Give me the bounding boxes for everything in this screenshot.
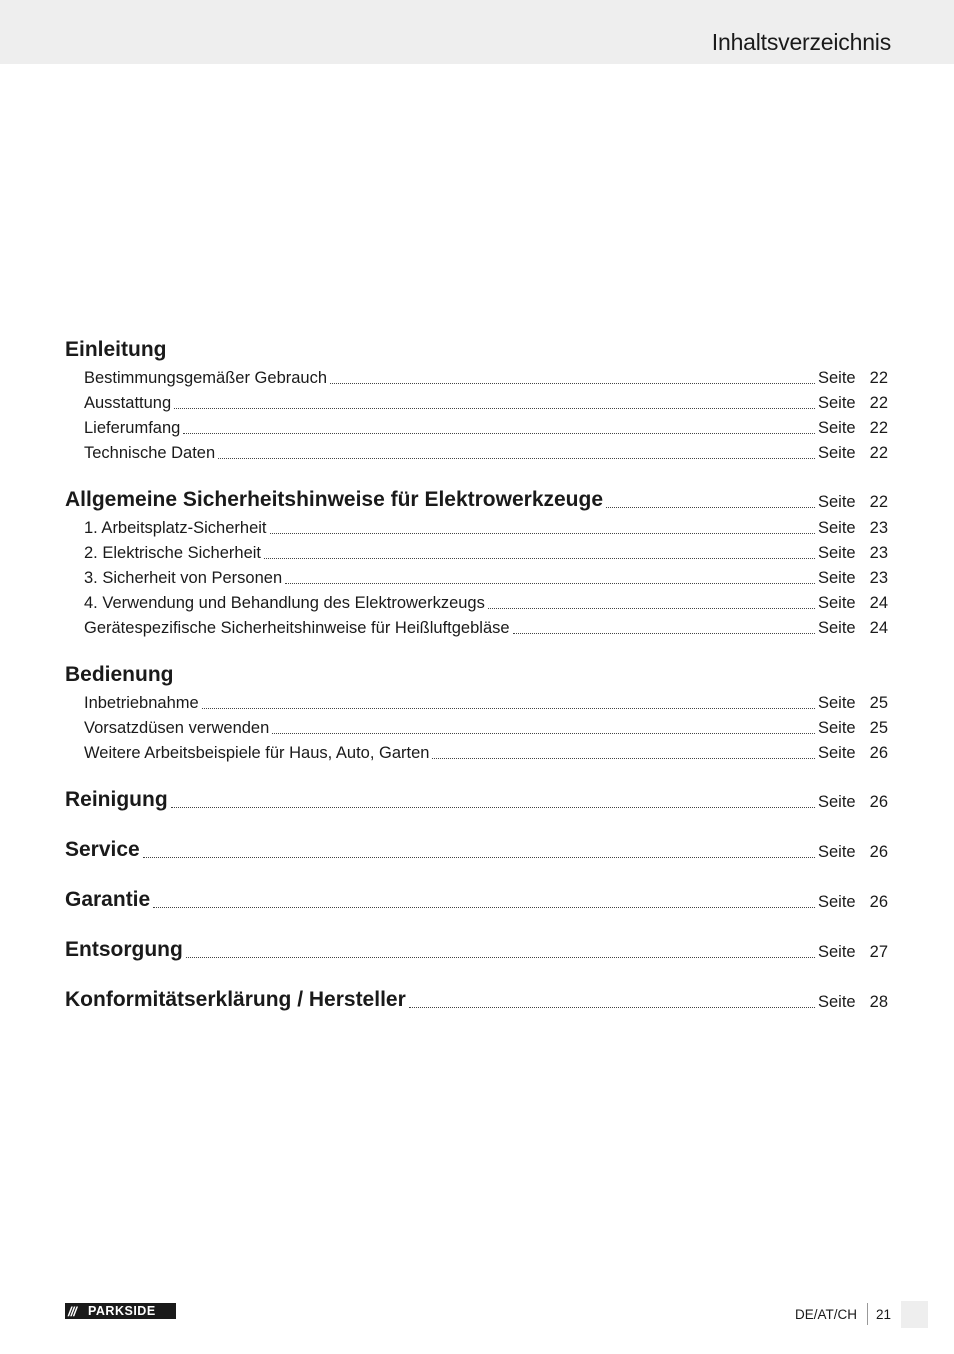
page-number: 26	[869, 744, 888, 762]
leader-dots	[270, 533, 815, 534]
entry-label: 3. Sicherheit von Personen	[84, 569, 283, 587]
leader-dots	[272, 733, 815, 734]
entry-label: Inbetriebnahme	[84, 694, 199, 712]
page-number: 26	[869, 793, 888, 811]
page-number: 22	[869, 394, 888, 412]
toc-entry[interactable]	[84, 438, 888, 463]
leader-dots	[330, 383, 815, 384]
footer-tab-marker	[901, 1301, 928, 1328]
leader-dots	[171, 807, 815, 808]
section-heading-einleitung: Einleitung	[65, 338, 167, 361]
toc-entry[interactable]	[84, 538, 888, 563]
seite-label: Seite	[818, 493, 856, 511]
leader-dots	[488, 608, 815, 609]
page-number: 22	[869, 444, 888, 462]
leader-dots	[218, 458, 815, 459]
toc-entry[interactable]	[84, 563, 888, 588]
toc-entry[interactable]	[84, 713, 888, 738]
leader-dots	[264, 558, 815, 559]
page-number-footer: 21	[876, 1307, 892, 1322]
toc-entry[interactable]	[84, 388, 888, 413]
toc-entry[interactable]	[84, 363, 888, 388]
seite-label: Seite	[818, 744, 856, 762]
entry-label: Gerätespezifische Sicherheitshinweise für Heißluftgebläse	[84, 619, 510, 637]
section-heading-sicherheitshinweise: Allgemeine Sicherheitshinweise für Elektrowerkzeuge	[65, 488, 604, 511]
leader-dots	[285, 583, 815, 584]
seite-label: Seite	[818, 544, 856, 562]
seite-label: Seite	[818, 843, 856, 861]
page-number: 22	[869, 369, 888, 387]
page-number: 22	[869, 419, 888, 437]
toc-entry-reinigung[interactable]	[65, 787, 888, 812]
page-number: 24	[869, 594, 888, 612]
leader-dots	[153, 907, 815, 908]
leader-dots	[186, 957, 815, 958]
seite-label: Seite	[818, 594, 856, 612]
toc-entry-garantie[interactable]	[65, 887, 888, 912]
entry-label: 2. Elektrische Sicherheit	[84, 544, 261, 562]
leader-dots	[409, 1007, 815, 1008]
section-heading-entsorgung: Entsorgung	[65, 938, 183, 961]
entry-label: Weitere Arbeitsbeispiele für Haus, Auto, Garten	[84, 744, 430, 762]
page-number: 27	[869, 943, 888, 961]
entry-label: Vorsatzdüsen verwenden	[84, 719, 270, 737]
section-heading-konformitaet: Konformitätserklärung / Hersteller	[65, 988, 406, 1011]
page-number: 25	[869, 694, 888, 712]
toc-entry[interactable]	[84, 738, 888, 763]
seite-label: Seite	[818, 394, 856, 412]
toc-entry[interactable]	[84, 688, 888, 713]
toc-entry-sicherheitshinweise[interactable]	[65, 487, 888, 512]
seite-label: Seite	[818, 793, 856, 811]
parkside-logo	[65, 1303, 176, 1319]
entry-label: Technische Daten	[84, 444, 216, 462]
seite-label: Seite	[818, 444, 856, 462]
toc-entry-service[interactable]	[65, 837, 888, 862]
leader-dots	[202, 708, 815, 709]
page-number: 28	[869, 993, 888, 1011]
leader-dots	[432, 758, 815, 759]
page-number: 25	[869, 719, 888, 737]
page-number: 22	[869, 493, 888, 511]
leader-dots	[143, 857, 815, 858]
toc-entry-entsorgung[interactable]	[65, 937, 888, 962]
leader-dots	[513, 633, 815, 634]
logo-slashes: ///	[68, 1303, 76, 1319]
entry-label: Lieferumfang	[84, 419, 181, 437]
toc-entry[interactable]	[84, 613, 888, 638]
seite-label: Seite	[818, 569, 856, 587]
page-number: 24	[869, 619, 888, 637]
section-heading-bedienung: Bedienung	[65, 663, 174, 686]
toc-entry[interactable]	[84, 513, 888, 538]
page-number: 23	[869, 544, 888, 562]
page-number: 26	[869, 893, 888, 911]
toc-entry[interactable]	[84, 588, 888, 613]
seite-label: Seite	[818, 519, 856, 537]
page-title: Inhaltsverzeichnis	[711, 29, 891, 55]
entry-label: Bestimmungsgemäßer Gebrauch	[84, 369, 328, 387]
seite-label: Seite	[818, 619, 856, 637]
toc-entry-konformitaet[interactable]	[65, 987, 888, 1012]
section-heading-garantie: Garantie	[65, 888, 151, 911]
seite-label: Seite	[818, 893, 856, 911]
leader-dots	[606, 507, 815, 508]
page-number: 23	[869, 519, 888, 537]
seite-label: Seite	[818, 694, 856, 712]
seite-label: Seite	[818, 719, 856, 737]
page-number: 26	[869, 843, 888, 861]
section-heading-reinigung: Reinigung	[65, 788, 168, 811]
seite-label: Seite	[818, 419, 856, 437]
entry-label: 1. Arbeitsplatz-Sicherheit	[84, 519, 267, 537]
seite-label: Seite	[818, 993, 856, 1011]
entry-label: 4. Verwendung und Behandlung des Elektrowerkzeugs	[84, 594, 485, 612]
entry-label: Ausstattung	[84, 394, 172, 412]
section-heading-service: Service	[65, 838, 140, 861]
seite-label: Seite	[818, 943, 856, 961]
language-code: DE/AT/CH	[795, 1307, 858, 1322]
page-number: 23	[869, 569, 888, 587]
footer-divider	[867, 1303, 868, 1325]
seite-label: Seite	[818, 369, 856, 387]
toc-entry[interactable]	[84, 413, 888, 438]
leader-dots	[174, 408, 815, 409]
logo-brand: PARKSIDE	[88, 1304, 156, 1318]
leader-dots	[183, 433, 815, 434]
